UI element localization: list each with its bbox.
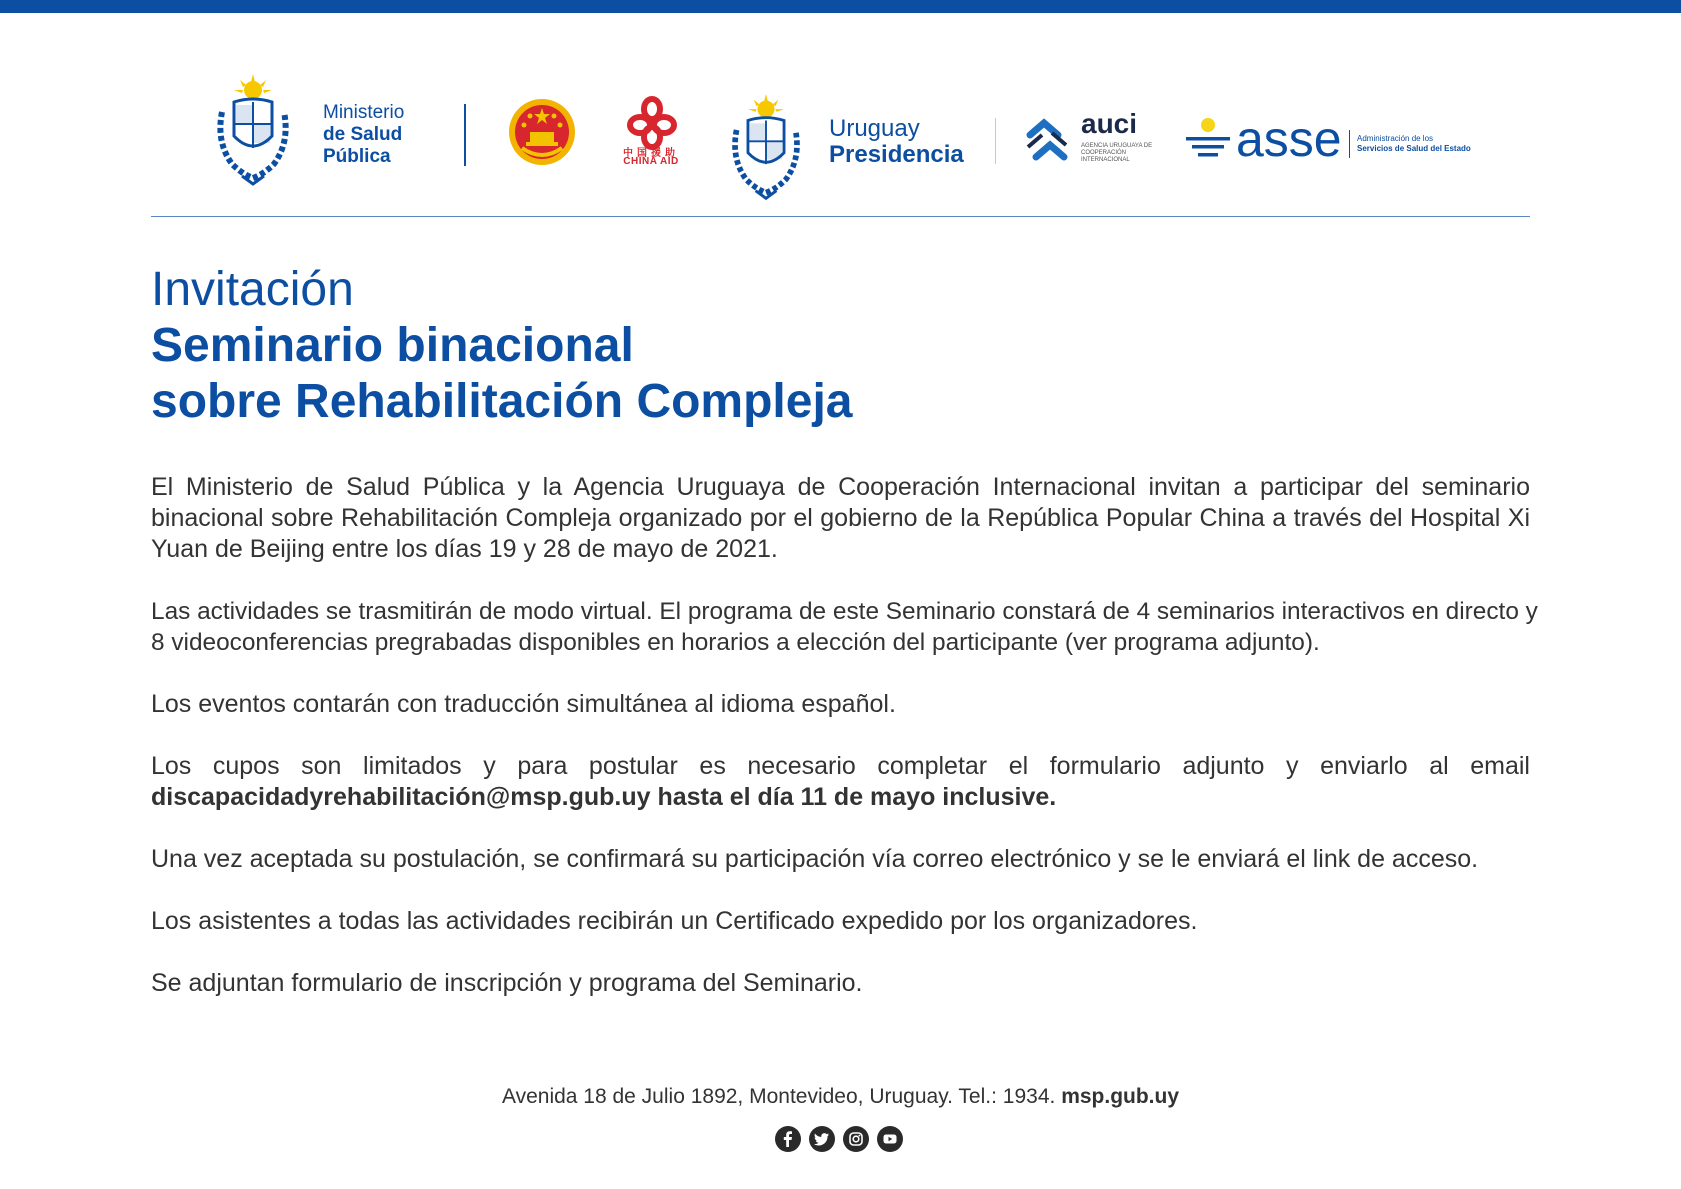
footer-site-link[interactable]: msp.gub.uy [1061, 1085, 1180, 1108]
seminar-title [151, 318, 852, 430]
social-links [775, 1126, 903, 1152]
logo-divider [995, 118, 996, 164]
presidencia-line2: Presidencia [829, 141, 964, 168]
header-divider [151, 216, 1530, 217]
footer-address-text: Avenida 18 de Julio 1892, Montevideo, Uruguay. Tel.: 1934. [501, 1085, 1056, 1108]
twitter-icon[interactable] [809, 1126, 835, 1152]
auci-subtitle: AGENCIA URUGUAYA DE COOPERACIÓN INTERNACIONAL [1081, 143, 1153, 163]
facebook-icon[interactable] [775, 1126, 801, 1152]
paragraph-activities: Las actividades se trasmitirán de modo virtual. El programa de este Seminario constará de 4 seminarios interactivos en directo y 8 videoconferencias pregrabadas disponibles en horarios a elección del participante (ver programa adjunto). [151, 598, 1538, 656]
instagram-icon[interactable] [843, 1126, 869, 1152]
footer-address [0, 1084, 1681, 1110]
paragraph-attachments: Se adjuntan formulario de inscripción y programa del Seminario. [151, 969, 863, 997]
china-national-emblem-icon [508, 98, 576, 166]
presidencia-coat-of-arms-icon [726, 92, 806, 204]
logo-divider [464, 104, 466, 166]
paragraph-certificate: Los asistentes a todas las actividades recibirán un Certificado expedido por los organizadores. [151, 907, 1198, 935]
application-email-deadline[interactable]: discapacidadyrehabilitación@msp.gub.uy hasta el día 11 de mayo inclusive. [151, 783, 1057, 811]
seminar-title-line2: sobre Rehabilitación Compleja [151, 375, 853, 428]
asse-divider [1349, 130, 1350, 158]
logo-header [0, 70, 1681, 200]
msp-line1: Ministerio [323, 102, 405, 123]
paragraph-intro: El Ministerio de Salud Pública y la Agencia Uruguaya de Cooperación Internacional invitan a participar del seminario binacional sobre Rehabilitación Compleja organizado por el gobierno de la República Popular China a través del Hospital Xi Yuan de Beijing entre los días 19 y 28 de mayo de 2021. [151, 473, 1530, 563]
auci-logo-icon [1020, 113, 1074, 167]
msp-line3: Pública [323, 146, 391, 167]
asse-sun-icon [1184, 117, 1232, 165]
china-aid-label: CHINA AID [623, 156, 679, 167]
presidencia-wordmark [829, 116, 964, 168]
invitation-label: Invitación [151, 263, 354, 316]
seminar-title-line1: Seminario binacional [151, 319, 634, 372]
paragraph-application [151, 751, 1530, 813]
presidencia-line1: Uruguay [829, 115, 920, 142]
paragraph-confirmation: Una vez aceptada su postulación, se confirmará su participación vía correo electrónico y se le enviará el link de acceso. [151, 845, 1479, 873]
china-aid-chinese-label: 中国援助 [623, 148, 679, 159]
uruguay-coat-of-arms-icon [212, 72, 294, 190]
msp-wordmark [323, 102, 404, 168]
asse-sub-line2: Servicios de Salud del Estado [1357, 144, 1471, 153]
asse-subtitle [1357, 134, 1497, 154]
top-accent-bar [0, 0, 1681, 13]
paragraph-translation: Los eventos contarán con traducción simultánea al idioma español. [151, 690, 896, 718]
asse-sub-line1: Administración de los [1357, 134, 1434, 143]
auci-wordmark: auci [1081, 108, 1138, 139]
application-text: Los cupos son limitados y para postular es necesario completar el formulario adjunto y enviarlo al email [151, 752, 1530, 780]
asse-wordmark: asse [1236, 111, 1342, 167]
youtube-icon[interactable] [877, 1126, 903, 1152]
msp-line2: de Salud [323, 124, 403, 145]
